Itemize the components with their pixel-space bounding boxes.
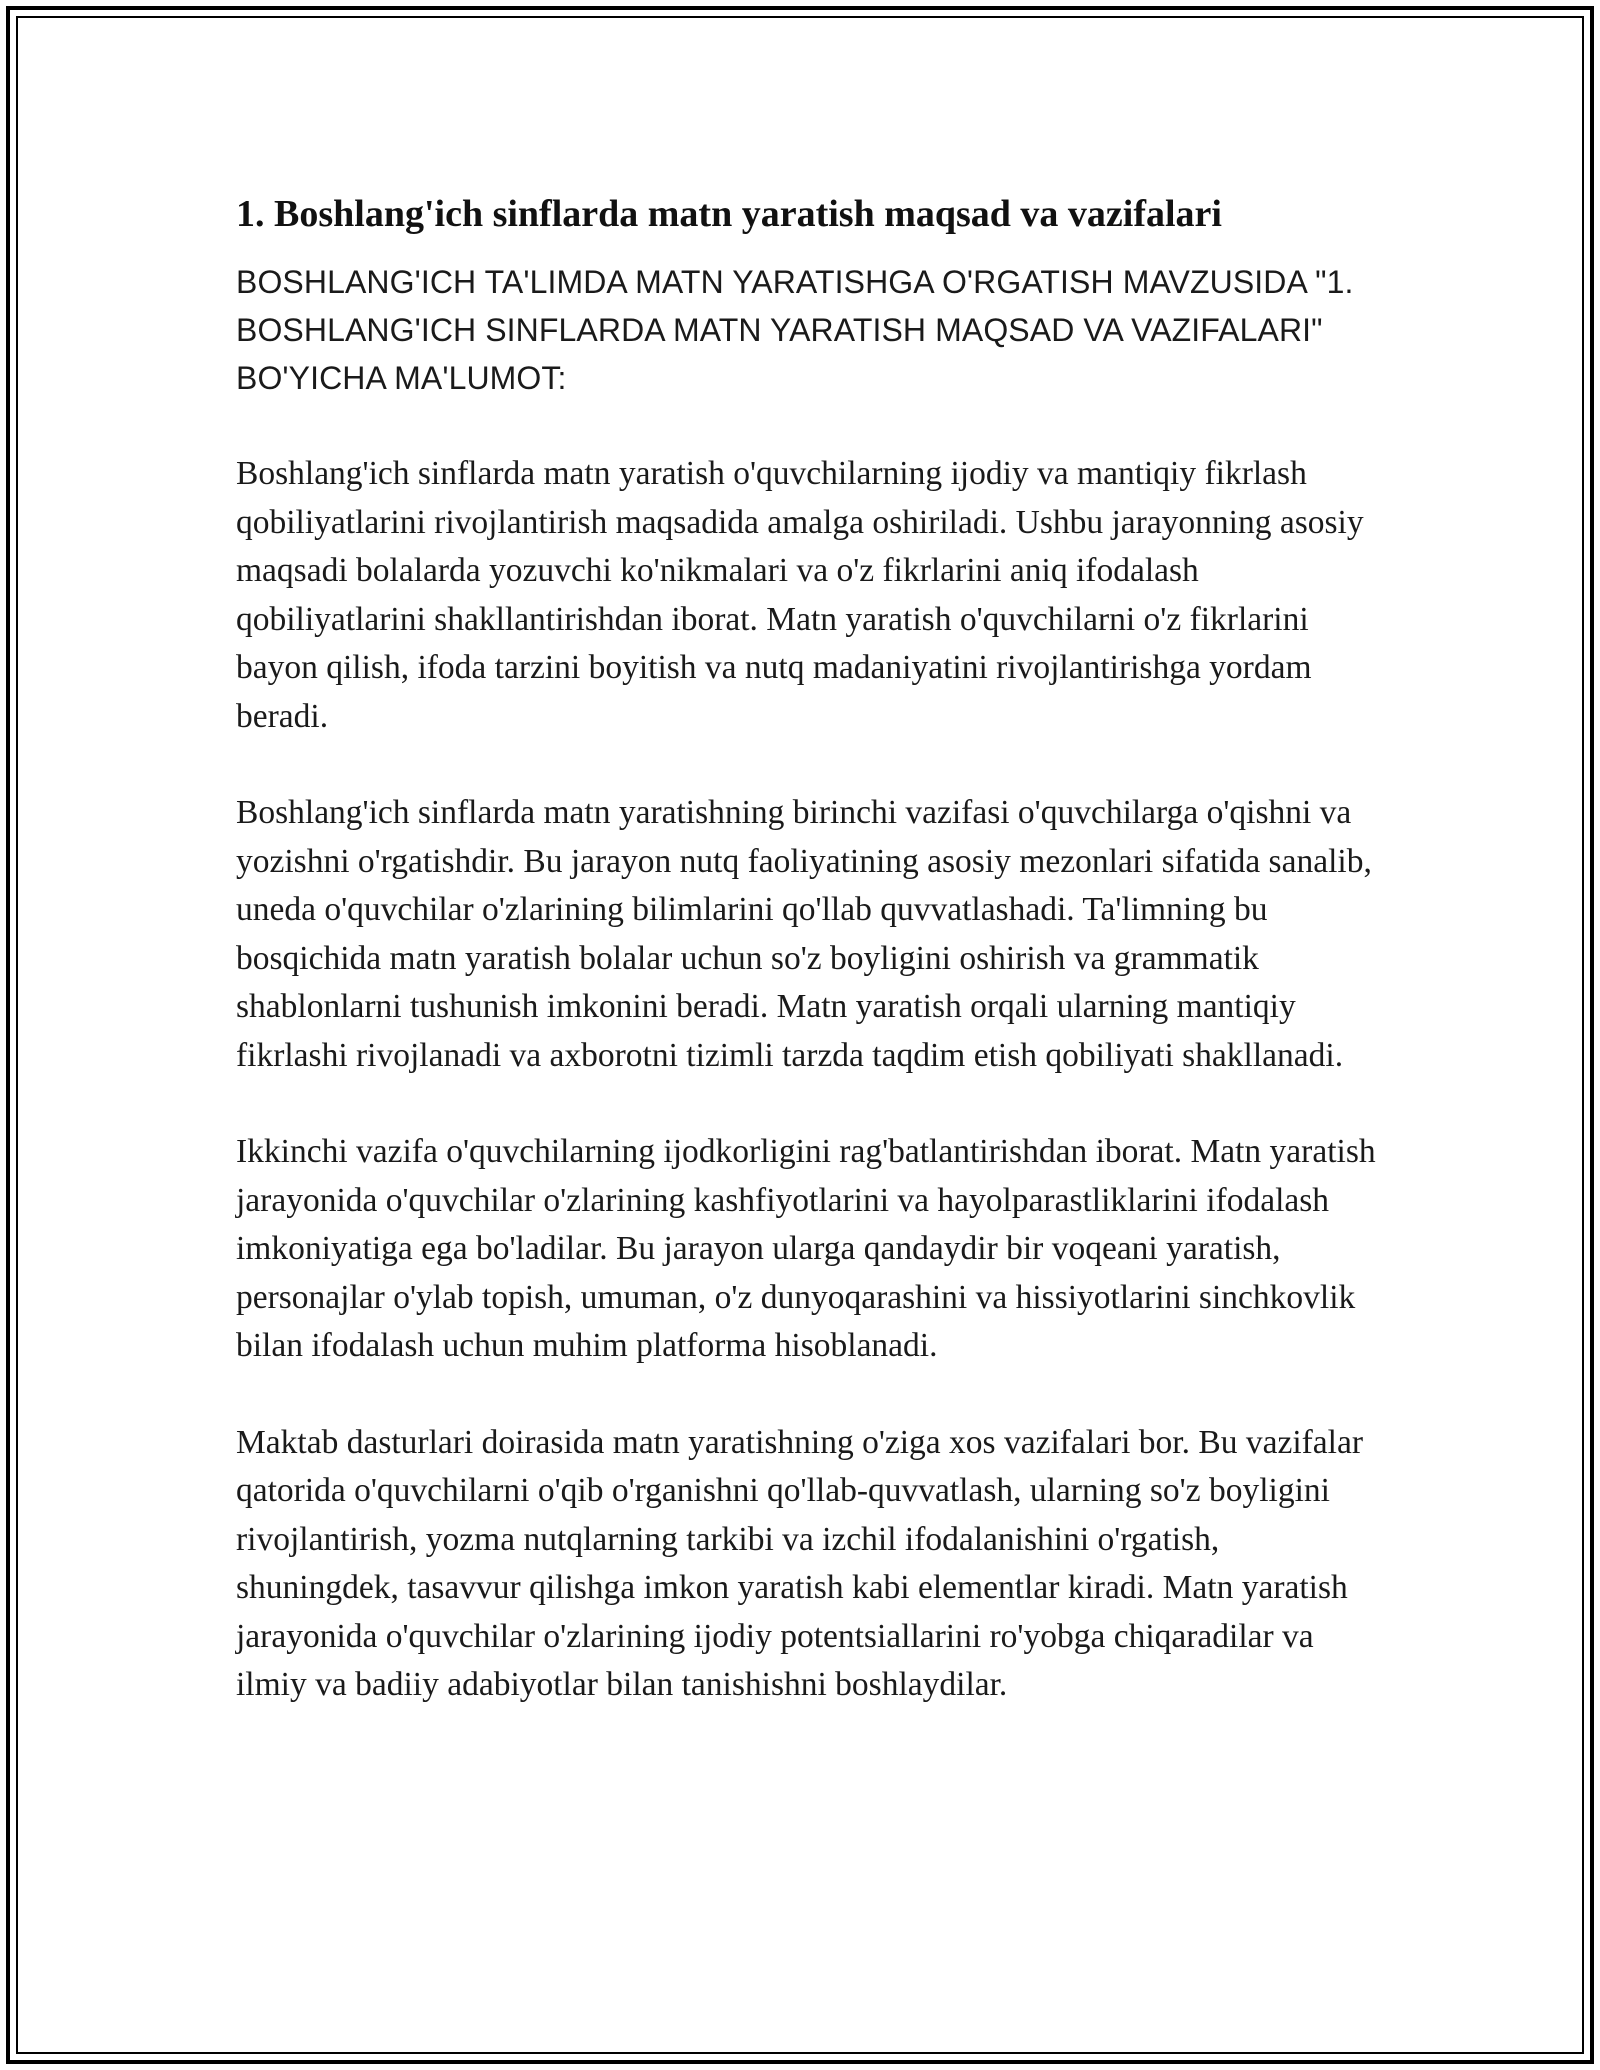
document-subheading: BOSHLANG'ICH TA'LIMDA MATN YARATISHGA O'RGATISH MAVZUSIDA "1. BOSHLANG'ICH SINFLARDA MATN YARATISH MAQSAD VA VAZIFALARI" BO'YICHA MA'LUMOT: bbox=[236, 264, 1354, 396]
document-body bbox=[236, 188, 1376, 1758]
paragraph-1: Boshlang'ich sinflarda matn yaratish o'quvchilarning ijodiy va mantiqiy fikrlash qobiliyatlarini rivojlantirish maqsadida amalga oshiriladi. Ushbu jarayonning asosiy maqsadi bolalarda yozuvchi ko'nikmalari va o'z fikrlarini aniq ifodalash qobiliyatlarini shakllantirishdan iborat. Matn yaratish o'quvchilarni o'z fikrlarini bayon qilish, ifoda tarzini boyitish va nutq madaniyatini rivojlantirishga yordam beradi. bbox=[236, 455, 1364, 735]
paragraph-2: Boshlang'ich sinflarda matn yaratishning birinchi vazifasi o'quvchilarga o'qishni va yozishni o'rgatishdir. Bu jarayon nutq faoliyatining asosiy mezonlari sifatida sanalib, uneda o'quvchilar o'zlarining bilimlarini qo'llab quvvatlashadi. Ta'limning bu bosqichida matn yaratish bolalar uchun so'z boyligini oshirish va grammatik shablonlarni tushunish imkonini beradi. Matn yaratish orqali ularning mantiqiy fikrlashi rivojlanadi va axborotni tizimli tarzda taqdim etish qobiliyati shakllanadi. bbox=[236, 794, 1372, 1074]
paragraph-4: Maktab dasturlari doirasida matn yaratishning o'ziga xos vazifalari bor. Bu vazifalar qatorida o'quvchilarni o'qib o'rganishni qo'llab-quvvatlash, ularning so'z boyligini rivojlantirish, yozma nutqlarning tarkibi va izchil ifodalanishini o'rgatish, shuningdek, tasavvur qilishga imkon yaratish kabi elementlar kiradi. Matn yaratish jarayonida o'quvchilar o'zlarining ijodiy potentsiallarini ro'yobga chiqaradilar va ilmiy va badiiy adabiyotlar bilan tanishishni boshlaydilar. bbox=[236, 1423, 1363, 1703]
document-heading: 1. Boshlang'ich sinflarda matn yaratish maqsad va vazifalari bbox=[236, 193, 1222, 235]
paragraph-3: Ikkinchi vazifa o'quvchilarning ijodkorligini rag'batlantirishdan iborat. Matn yaratish jarayonida o'quvchilar o'zlarining kashfiyotlarini va hayolparastliklarini ifodalash imkoniyatiga ega bo'ladilar. Bu jarayon ularga qandaydir bir voqeani yaratish, personajlar o'ylab topish, umuman, o'z dunyoqarashini va hissiyotlarini sinchkovlik bilan ifodalash uchun muhim platforma hisoblanadi. bbox=[236, 1133, 1376, 1364]
